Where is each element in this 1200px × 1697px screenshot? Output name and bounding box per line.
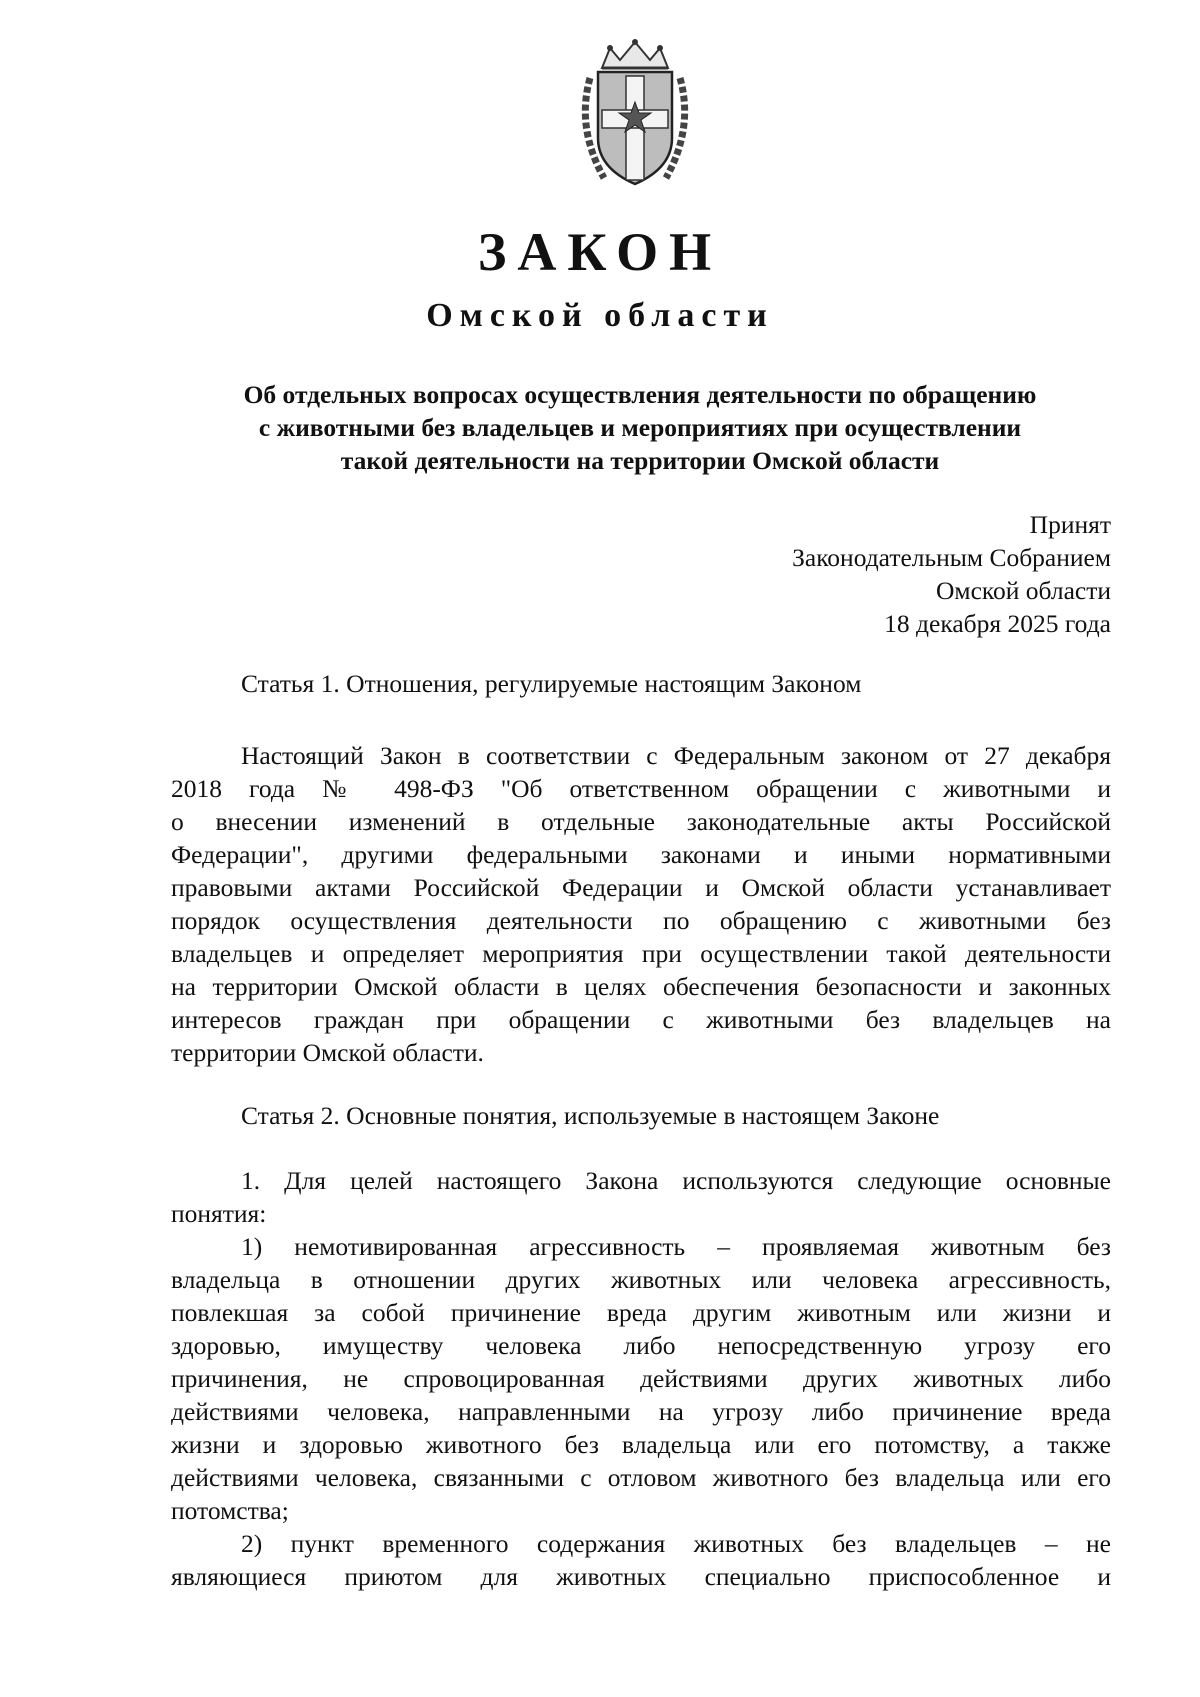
paragraph-line: Федерации", другими федеральными законами и иными нормативными xyxy=(171,840,1111,869)
adoption-line: Законодательным Собранием xyxy=(792,543,1111,572)
paragraph-line: действиями человека, направленными на угрозу либо причинение вреда xyxy=(171,1397,1111,1426)
paragraph-line: потомства; xyxy=(171,1496,289,1525)
paragraph-line: о внесении изменений в отдельные законодательные акты Российской xyxy=(171,807,1111,836)
article-1-paragraph xyxy=(171,739,1111,1069)
paragraph-line: порядок осуществления деятельности по обращению с животными без xyxy=(171,906,1111,935)
law-title-line: с животными без владельцев и мероприятиях при осуществлении xyxy=(258,413,1022,442)
law-title-line: Об отдельных вопросах осуществления деятельности по обращению xyxy=(243,380,1037,409)
article-2-item-1 xyxy=(171,1230,1111,1527)
document-title: ЗАКОН xyxy=(477,222,723,282)
adoption-line: Принят xyxy=(1029,510,1111,539)
paragraph-line: повлекшая за собой причинение вреда другим животным или жизни и xyxy=(171,1298,1111,1327)
law-title-line: такой деятельности на территории Омской области xyxy=(340,446,940,475)
adoption-line: Омской области xyxy=(936,576,1111,605)
paragraph-line: владельцев и определяет мероприятия при осуществлении такой деятельности xyxy=(171,939,1111,968)
paragraph-line: причинения, не спровоцированная действиями других животных либо xyxy=(171,1364,1111,1393)
paragraph-line: владельца в отношении других животных или человека агрессивность, xyxy=(171,1265,1111,1294)
article-1-title: Статья 1. Отношения, регулируемые настоящим Законом xyxy=(241,669,862,698)
article-2-item-2 xyxy=(171,1527,1111,1593)
law-title xyxy=(170,378,1110,477)
paragraph-line: 2018 года № 498-ФЗ "Об ответственном обращении с животными и xyxy=(171,774,1111,803)
document-subtitle: Омской области xyxy=(426,297,774,334)
paragraph-line: территории Омской области. xyxy=(171,1038,484,1067)
paragraph-line: действиями человека, связанными с отловом животного без владельца или его xyxy=(171,1463,1111,1492)
article-2-part-1 xyxy=(171,1164,1111,1230)
paragraph-line: 1) немотивированная агрессивность – проявляемая животным без xyxy=(241,1232,1111,1261)
paragraph-line: Настоящий Закон в соответствии с Федеральным законом от 27 декабря xyxy=(241,741,1111,770)
adoption-block xyxy=(792,508,1111,640)
coat-of-arms-icon xyxy=(574,38,696,188)
paragraph-line: правовыми актами Российской Федерации и Омской области устанавливает xyxy=(171,873,1111,902)
paragraph-line: интересов граждан при обращении с животными без владельцев на xyxy=(171,1005,1111,1034)
paragraph-line: 1. Для целей настоящего Закона используются следующие основные xyxy=(241,1166,1111,1195)
paragraph-line: жизни и здоровью животного без владельца или его потомству, а также xyxy=(171,1430,1111,1459)
adoption-date: 18 декабря 2025 года xyxy=(884,609,1111,638)
paragraph-line: здоровью, имуществу человека либо непосредственную угрозу его xyxy=(171,1331,1111,1360)
paragraph-line: на территории Омской области в целях обеспечения безопасности и законных xyxy=(171,972,1111,1001)
article-2-title: Статья 2. Основные понятия, используемые в настоящем Законе xyxy=(241,1101,940,1130)
paragraph-line: понятия: xyxy=(171,1199,267,1228)
paragraph-line: 2) пункт временного содержания животных без владельцев – не xyxy=(241,1529,1111,1558)
paragraph-line: являющиеся приютом для животных специально приспособленное и xyxy=(171,1562,1111,1591)
